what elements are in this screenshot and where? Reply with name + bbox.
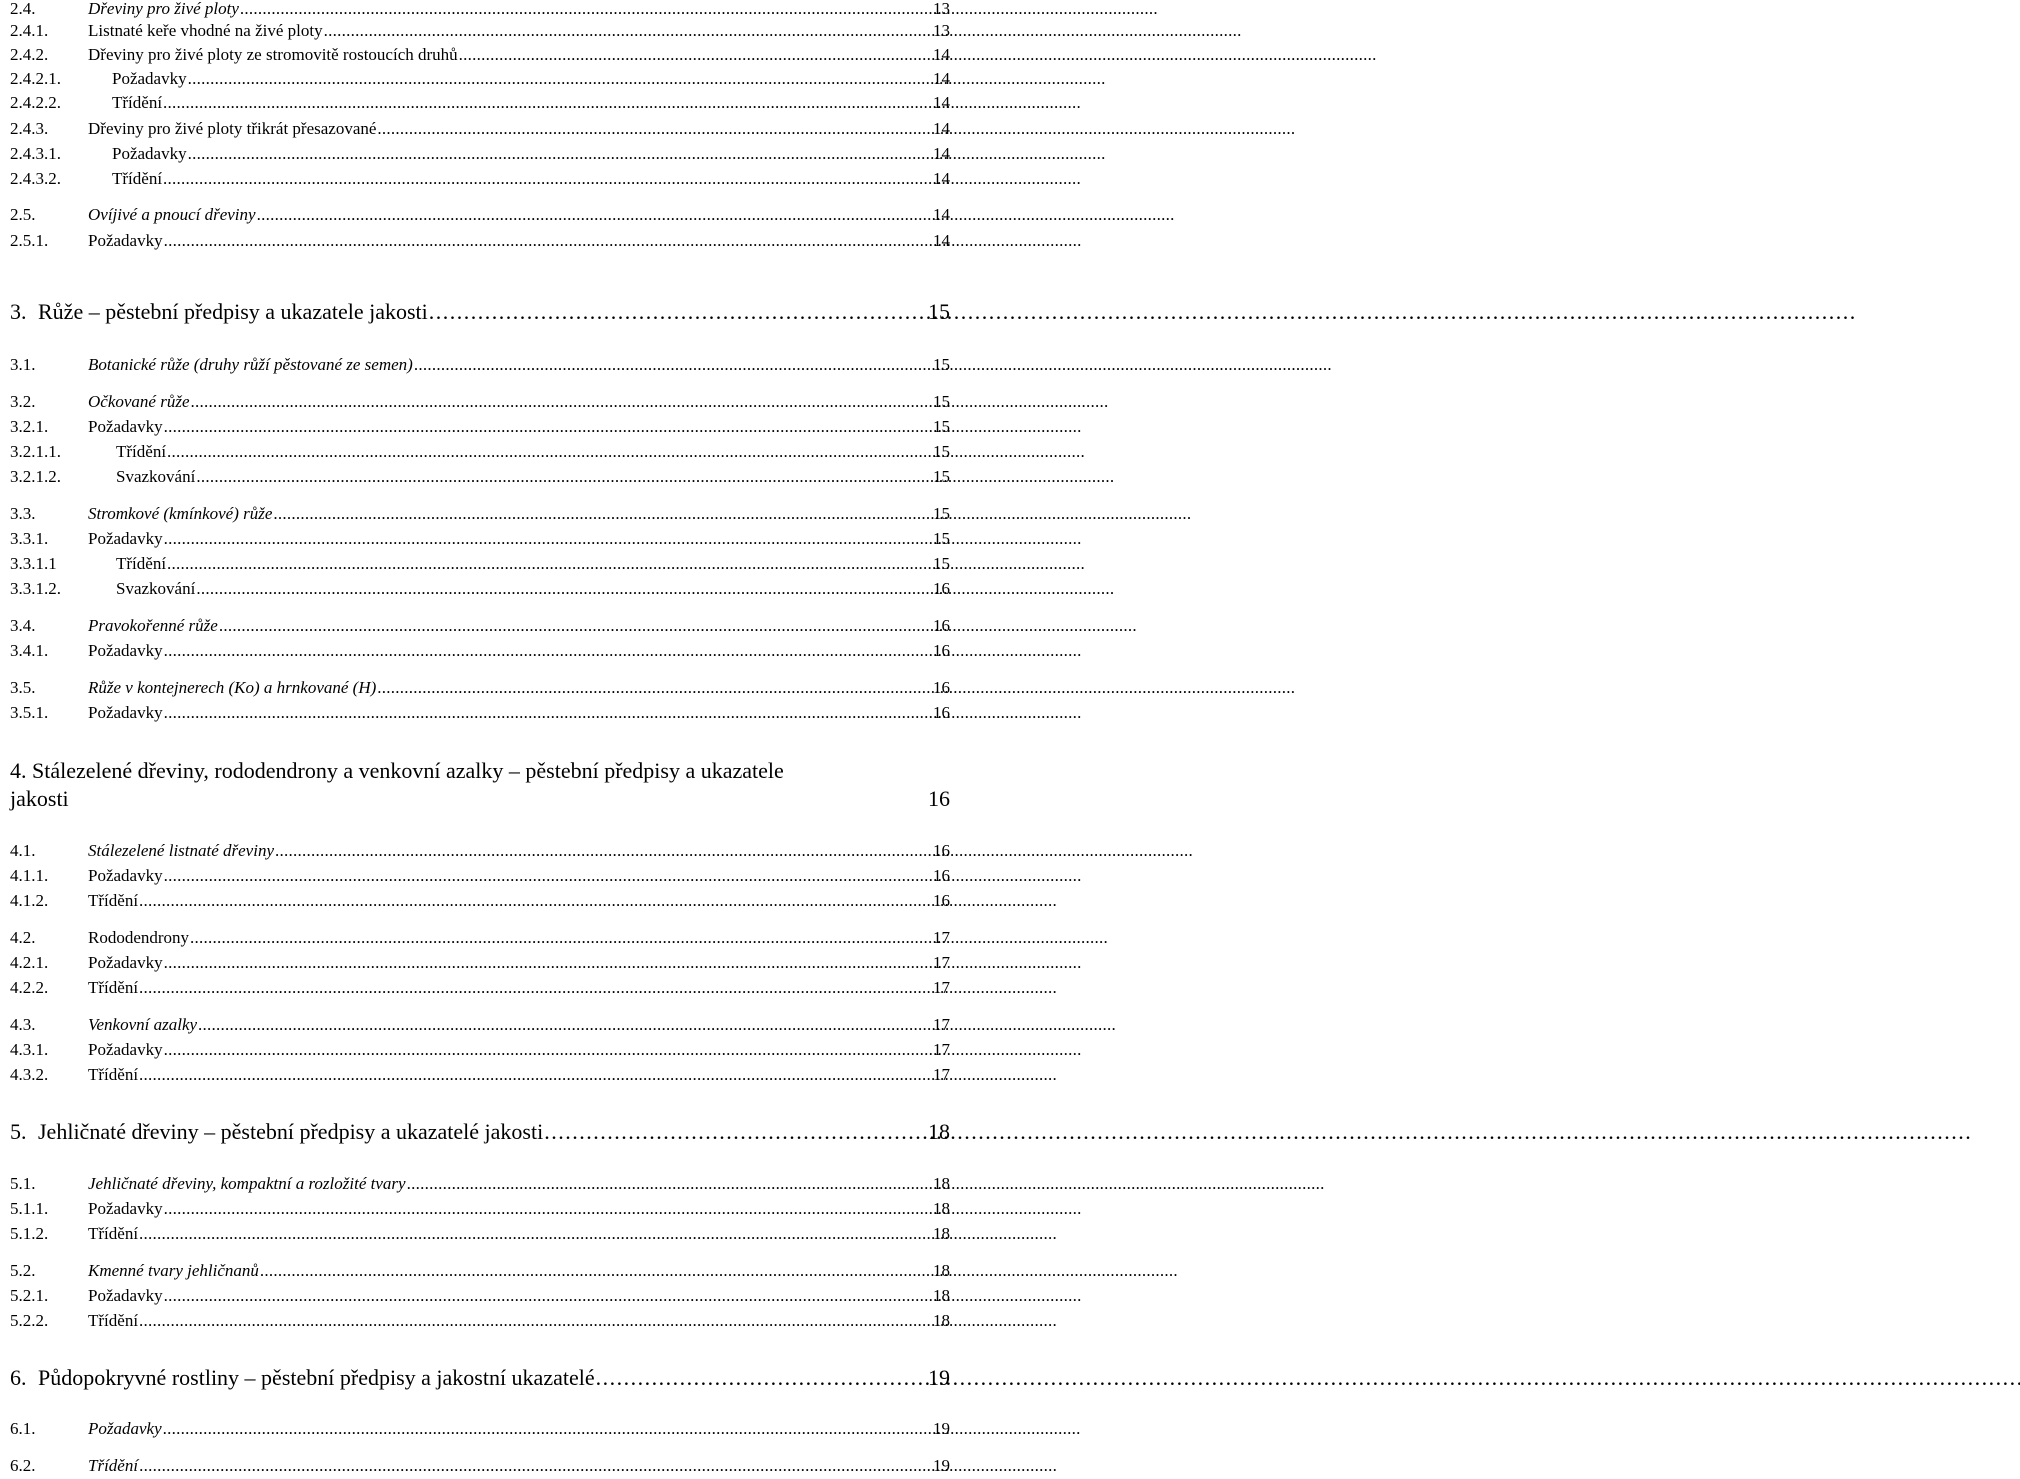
toc-entry[interactable] [10, 1312, 950, 1331]
page-number: 15 [933, 392, 950, 411]
entry-title: Požadavky [88, 1040, 163, 1059]
entry-title: Listnaté keře vhodné na živé ploty [88, 21, 323, 40]
toc-entry[interactable] [10, 393, 950, 412]
page-number: 15 [933, 355, 950, 374]
page-number: 13 [933, 21, 950, 40]
entry-number: 6. [10, 1365, 27, 1390]
toc-entry[interactable] [10, 617, 950, 636]
leader-dots [377, 120, 932, 139]
entry-title: Růže v kontejnerech (Ko) a hrnkované (H) [88, 678, 377, 697]
entry-number: 2.4.2.2. [10, 93, 61, 112]
toc-entry[interactable] [10, 22, 950, 41]
toc-entry[interactable] [10, 505, 950, 524]
toc-entry[interactable] [10, 1041, 950, 1060]
entry-title: Půdopokryvné rostliny – pěstební předpisy a jakostní ukazatelé [38, 1365, 595, 1390]
leader-dots [188, 145, 932, 164]
leader-dots [164, 1287, 932, 1306]
entry-title: Pravokořenné růže [88, 616, 218, 635]
toc-entry[interactable] [10, 1120, 950, 1144]
leader-dots [139, 1066, 932, 1085]
entry-number: 4.1.2. [10, 891, 49, 910]
chapter-4-line1: 4. Stálezelené dřeviny, rododendrony a venkovní azalky – pěstební předpisy a ukazatele [10, 758, 784, 783]
entry-title: Třídění [88, 891, 139, 910]
toc-entry[interactable] [10, 679, 950, 698]
page-number: 14 [933, 69, 950, 88]
entry-title: Požadavky [88, 1286, 163, 1305]
toc-entry[interactable] [10, 1366, 950, 1390]
entry-number: 4.1.1. [10, 866, 49, 885]
page-number: 17 [933, 953, 950, 972]
toc-entry[interactable] [10, 642, 950, 661]
leader-dots [275, 842, 932, 861]
entry-number: 5. [10, 1119, 27, 1144]
entry-title: Botanické růže (druhy růží pěstované ze semen) [88, 355, 413, 374]
page-number: 18 [928, 1119, 950, 1144]
entry-title: Třídění [112, 169, 163, 188]
page-number: 18 [933, 1199, 950, 1218]
entry-title: Požadavky [88, 231, 163, 250]
entry-title: Požadavky [88, 417, 163, 436]
page-number: 14 [933, 231, 950, 250]
toc-entry[interactable] [10, 704, 950, 723]
entry-number: 3.1. [10, 355, 36, 374]
page-number: 17 [933, 1065, 950, 1084]
entry-number: 2.4. [10, 0, 36, 18]
entry-title: Třídění [88, 1224, 139, 1243]
toc-entry[interactable] [10, 418, 950, 437]
leader-dots [191, 393, 933, 412]
page-number: 17 [933, 928, 950, 947]
entry-title: Třídění [88, 1311, 139, 1330]
toc-entry[interactable] [10, 145, 950, 164]
leader-dots [139, 979, 932, 998]
leader-dots [429, 300, 927, 324]
leader-dots [167, 443, 932, 462]
page-number: 18 [933, 1174, 950, 1193]
toc-entry[interactable] [10, 530, 950, 549]
entry-title: Třídění [88, 1456, 139, 1475]
leader-dots [190, 929, 932, 948]
leader-dots [139, 1457, 932, 1476]
leader-dots [596, 1366, 927, 1390]
page-number: 18 [933, 1224, 950, 1243]
entry-number: 3.3.1.1 [10, 554, 57, 573]
entry-number: 2.4.2. [10, 45, 49, 64]
toc-entry[interactable] [10, 1262, 950, 1281]
page-number: 16 [933, 616, 950, 635]
page-number: 15 [933, 467, 950, 486]
leader-dots [414, 356, 932, 375]
toc-entry[interactable] [10, 580, 950, 599]
page-number: 15 [933, 504, 950, 523]
entry-number: 6.2. [10, 1456, 36, 1475]
entry-title: Venkovní azalky [88, 1015, 198, 1034]
leader-dots [188, 70, 932, 89]
entry-title: Svazkování [116, 579, 196, 598]
toc-entry[interactable] [10, 468, 950, 487]
entry-number: 4.2.2. [10, 978, 49, 997]
entry-title: Třídění [112, 93, 163, 112]
page-number: 14 [933, 169, 950, 188]
leader-dots [407, 1175, 932, 1194]
page-number: 18 [933, 1311, 950, 1330]
toc-entry[interactable] [10, 1175, 950, 1194]
leader-dots [219, 617, 932, 636]
entry-title: Kmenné tvary jehličnanů [88, 1261, 259, 1280]
entry-title: Požadavky [112, 144, 187, 163]
entry-number: 5.1.2. [10, 1224, 49, 1243]
page-number: 14 [933, 144, 950, 163]
entry-number: 6.1. [10, 1419, 36, 1438]
entry-title: Růže – pěstební předpisy a ukazatele jakosti [38, 299, 428, 324]
toc-entry[interactable] [10, 929, 950, 948]
toc-entry[interactable] [10, 842, 950, 861]
entry-title: Třídění [88, 978, 139, 997]
toc-entry[interactable] [10, 300, 950, 324]
page-number: 16 [928, 786, 950, 811]
page-number: 16 [933, 841, 950, 860]
page-number: 14 [933, 205, 950, 224]
leader-dots [324, 22, 932, 41]
entry-title: Dřeviny pro živé ploty ze stromovitě rostoucích druhů [88, 45, 458, 64]
leader-dots [196, 580, 932, 599]
entry-title: Rododendrony [88, 928, 190, 947]
entry-number: 2.4.2.1. [10, 69, 61, 88]
entry-number: 2.4.3.2. [10, 169, 61, 188]
page-number: 16 [933, 891, 950, 910]
entry-title: Požadavky [88, 641, 163, 660]
entry-number: 5.1. [10, 1174, 36, 1193]
leader-dots [164, 642, 932, 661]
table-of-contents [0, 0, 960, 1479]
toc-entry[interactable] [10, 46, 950, 65]
entry-title: Stromkové (kmínkové) růže [88, 504, 273, 523]
toc-entry[interactable] [10, 1420, 950, 1439]
page-number: 15 [928, 299, 950, 324]
entry-number: 4.2.1. [10, 953, 49, 972]
entry-number: 5.1.1. [10, 1199, 49, 1218]
toc-entry[interactable] [10, 356, 950, 375]
entry-number: 4.3. [10, 1015, 36, 1034]
entry-title: Požadavky [88, 703, 163, 722]
entry-title: Očkované růže [88, 392, 190, 411]
toc-chapter-4[interactable] [10, 757, 950, 813]
page-number: 15 [933, 529, 950, 548]
toc-entry[interactable] [10, 555, 950, 574]
toc-entry[interactable] [10, 70, 950, 89]
entry-number: 4.3.1. [10, 1040, 49, 1059]
toc-entry[interactable] [10, 1066, 950, 1085]
entry-number: 3.3. [10, 504, 36, 523]
entry-number: 4.1. [10, 841, 36, 860]
toc-entry[interactable] [10, 232, 950, 251]
toc-entry[interactable] [10, 443, 950, 462]
page-number: 15 [933, 442, 950, 461]
entry-title: Třídění [116, 442, 167, 461]
toc-entry[interactable] [10, 954, 950, 973]
entry-number: 3. [10, 299, 27, 324]
entry-title: Požadavky [112, 69, 187, 88]
page-number: 14 [933, 45, 950, 64]
leader-dots [196, 468, 932, 487]
page-number: 15 [933, 554, 950, 573]
entry-title: Požadavky [88, 866, 163, 885]
entry-title: Jehličnaté dřeviny, kompaktní a rozložité tvary [88, 1174, 406, 1193]
entry-number: 3.4.1. [10, 641, 49, 660]
entry-title: Dřeviny pro živé ploty [88, 0, 239, 18]
toc-entry[interactable] [10, 94, 950, 113]
page-number: 17 [933, 978, 950, 997]
entry-number: 2.4.3.1. [10, 144, 61, 163]
page-number: 17 [933, 1040, 950, 1059]
leader-dots [163, 1420, 932, 1439]
page-number: 13 [933, 0, 950, 18]
leader-dots [139, 1312, 932, 1331]
entry-title: Třídění [116, 554, 167, 573]
entry-title: Požadavky [88, 1419, 162, 1438]
entry-number: 2.4.3. [10, 119, 49, 138]
entry-title: Dřeviny pro živé ploty třikrát přesazované [88, 119, 377, 138]
entry-number: 4.2. [10, 928, 36, 947]
page-number: 16 [933, 579, 950, 598]
toc-entry[interactable] [10, 206, 950, 225]
toc-entry[interactable] [10, 120, 950, 139]
leader-dots [240, 0, 932, 19]
entry-title: Požadavky [88, 529, 163, 548]
entry-title: Ovíjivé a pnoucí dřeviny [88, 205, 256, 224]
entry-number: 5.2. [10, 1261, 36, 1280]
entry-number: 3.2.1. [10, 417, 49, 436]
entry-number: 3.4. [10, 616, 36, 635]
leader-dots [164, 1041, 932, 1060]
entry-title: Požadavky [88, 1199, 163, 1218]
leader-dots [544, 1120, 927, 1144]
leader-dots [164, 232, 932, 251]
leader-dots [163, 170, 932, 189]
page-number: 14 [933, 93, 950, 112]
entry-number: 3.5. [10, 678, 36, 697]
leader-dots [260, 1262, 932, 1281]
leader-dots [164, 418, 932, 437]
page-number: 18 [933, 1286, 950, 1305]
toc-entry[interactable] [10, 1200, 950, 1219]
entry-title: Jehličnaté dřeviny – pěstební předpisy a ukazatelé jakosti [38, 1119, 544, 1144]
entry-number: 5.2.2. [10, 1311, 49, 1330]
entry-number: 2.4.1. [10, 21, 49, 40]
entry-title: Stálezelené listnaté dřeviny [88, 841, 274, 860]
toc-entry[interactable] [10, 1225, 950, 1244]
entry-number: 4.3.2. [10, 1065, 49, 1084]
toc-entry[interactable] [10, 867, 950, 886]
leader-dots [139, 892, 932, 911]
entry-number: 3.2. [10, 392, 36, 411]
entry-title: Požadavky [88, 953, 163, 972]
toc-entry[interactable] [10, 170, 950, 189]
page-number: 16 [933, 641, 950, 660]
leader-dots [164, 530, 932, 549]
entry-number: 3.3.1.2. [10, 579, 61, 598]
page-number: 16 [933, 703, 950, 722]
entry-number: 2.5. [10, 205, 36, 224]
entry-number: 5.2.1. [10, 1286, 49, 1305]
toc-entry[interactable] [10, 0, 950, 19]
page-number: 18 [933, 1261, 950, 1280]
page-number: 16 [933, 678, 950, 697]
page-number: 19 [933, 1456, 950, 1475]
page-number: 14 [933, 119, 950, 138]
page-number: 15 [933, 417, 950, 436]
entry-title: Třídění [88, 1065, 139, 1084]
leader-dots [164, 704, 932, 723]
leader-dots [167, 555, 932, 574]
entry-number: 2.5.1. [10, 231, 49, 250]
entry-number: 3.2.1.2. [10, 467, 61, 486]
leader-dots [163, 94, 932, 113]
leader-dots [164, 954, 932, 973]
entry-number: 3.2.1.1. [10, 442, 61, 461]
page-number: 19 [928, 1365, 950, 1390]
toc-entry[interactable] [10, 892, 950, 911]
entry-number: 3.3.1. [10, 529, 49, 548]
leader-dots [164, 1200, 932, 1219]
entry-title: Svazkování [116, 467, 196, 486]
page-number: 16 [933, 866, 950, 885]
page-number: 17 [933, 1015, 950, 1034]
toc-entry[interactable] [10, 1287, 950, 1306]
page-number: 19 [933, 1419, 950, 1438]
chapter-4-line2: jakosti [10, 786, 69, 811]
entry-number: 3.5.1. [10, 703, 49, 722]
leader-dots [257, 206, 932, 225]
toc-entry[interactable] [10, 1016, 950, 1035]
leader-dots [377, 679, 932, 698]
toc-entry[interactable] [10, 979, 950, 998]
toc-entry[interactable] [10, 1457, 950, 1476]
leader-dots [459, 46, 932, 65]
leader-dots [273, 505, 932, 524]
leader-dots [139, 1225, 932, 1244]
leader-dots [198, 1016, 932, 1035]
leader-dots [164, 867, 932, 886]
